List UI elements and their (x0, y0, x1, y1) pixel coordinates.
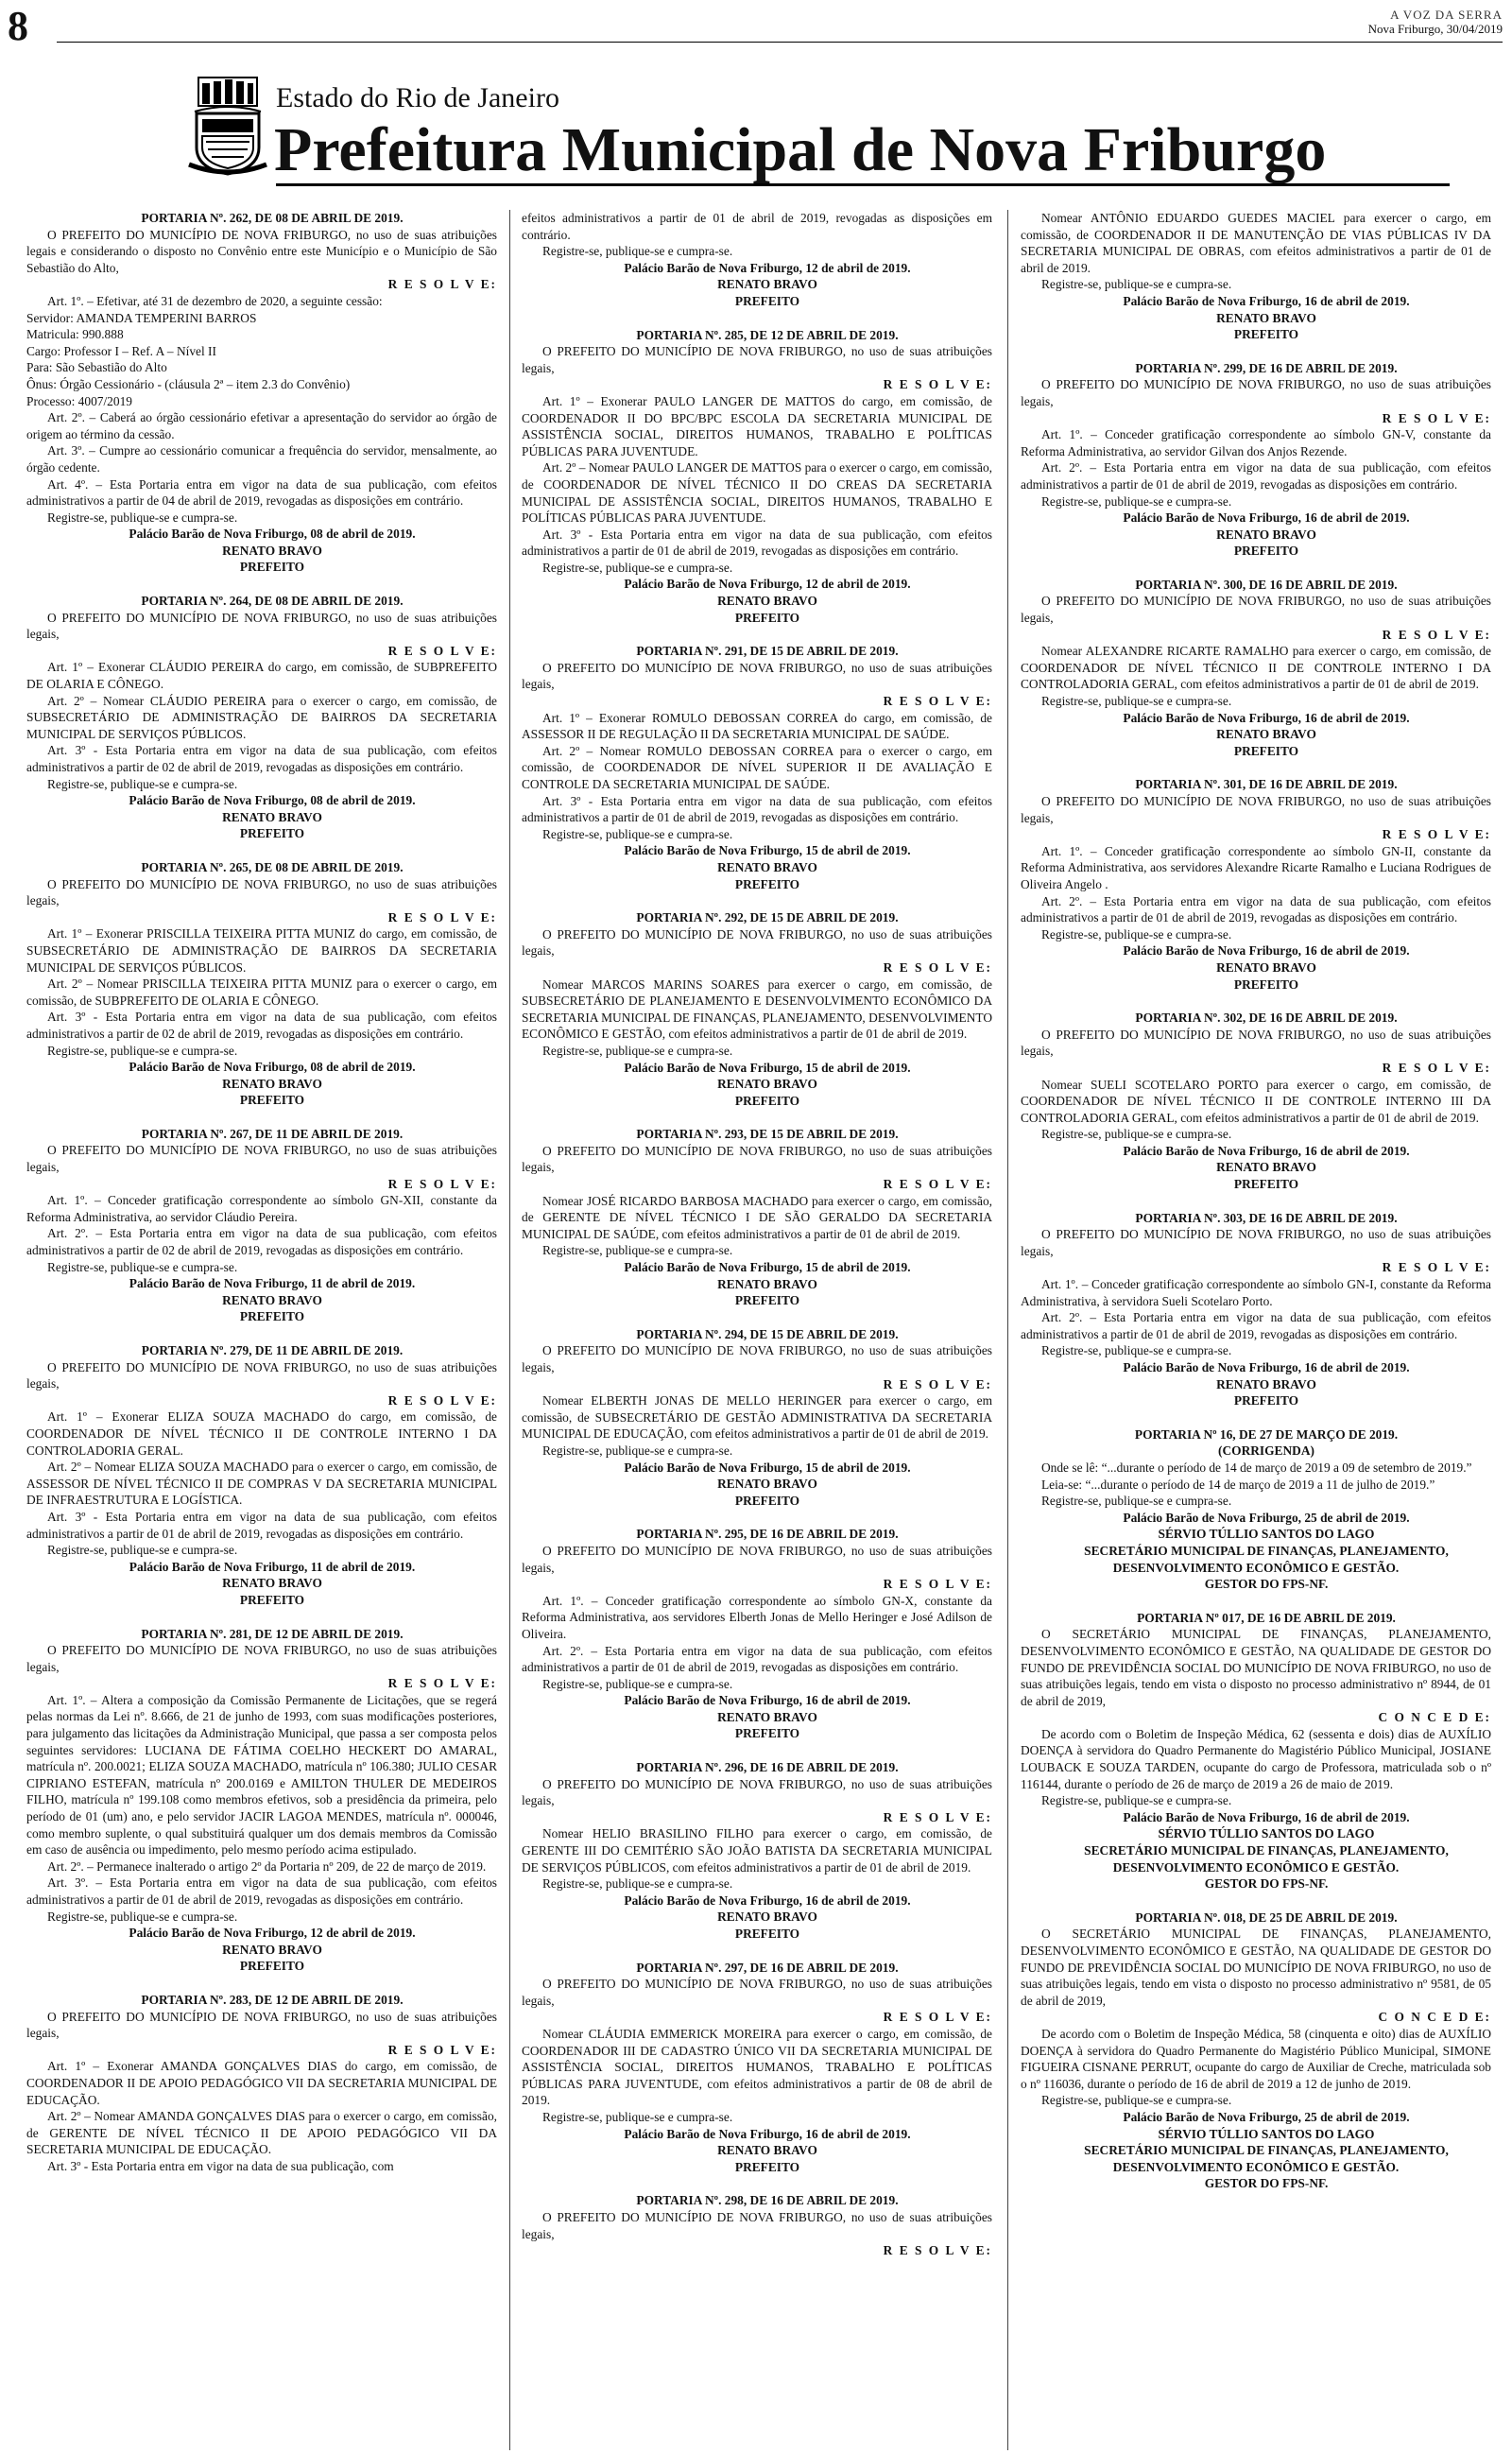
header-rule (276, 183, 1450, 186)
paragraph: Art. 1º. – Conceder gratificação correspondente ao símbolo GN-I, constante da Reforma Administrativa, à servidora Sueli Scotelaro Porto. (1021, 1277, 1491, 1308)
signature-line: RENATO BRAVO (717, 1910, 817, 1925)
resolve-heading: R E S O L V E: (1382, 1260, 1491, 1275)
paragraph: Art. 3º - Esta Portaria entra em vigor na data de sua publicação, com efeitos administrativos a partir de 02 de abril de 2019, revogadas as disposições em contrário. (26, 743, 497, 774)
portaria-document (26, 210, 497, 576)
signature-line: RENATO BRAVO (222, 809, 322, 824)
paragraph: Art. 2º – Nomear ELIZA SOUZA MACHADO para o exercer o cargo, em comissão, de ASSESSOR DE NÍVEL TÉCNICO II DE COMPRAS V DA SECRETARIA MUNICIPAL DE INFRAESTRUTURA E LOGÍSTICA. (26, 1460, 497, 1508)
paragraph: Servidor: AMANDA TEMPERINI BARROS (26, 310, 257, 325)
paragraph: O PREFEITO DO MUNICÍPIO DE NOVA FRIBURGO, no uso de suas atribuições legais, (522, 1343, 992, 1374)
paragraph: Art. 1º. – Conceder gratificação correspondente ao símbolo GN-II, constante da Reforma Administrativa, aos servidores Alexandre Ricarte Ramalho e Luciana Rodrigues de Oliveira Angelo . (1021, 843, 1491, 891)
paragraph: Art. 2º – Nomear PRISCILLA TEIXEIRA PITTA MUNIZ para o exercer o cargo, em comissão, de SUBPREFEITO DE OLARIA E CÔNEGO. (26, 976, 497, 1008)
signature-line: RENATO BRAVO (222, 543, 322, 558)
signature-line: Palácio Barão de Nova Friburgo, 16 de abril de 2019. (624, 2126, 911, 2141)
resolve-heading: R E S O L V E: (1382, 627, 1491, 642)
paragraph: Art. 2º – Nomear AMANDA GONÇALVES DIAS para o exercer o cargo, em comissão, de GERENTE DE NÍVEL TÉCNICO II DE APOIO PEDAGÓGICO VII DA SECRETARIA MUNICIPAL DE EDUCAÇÃO. (26, 2109, 497, 2157)
signature-line: RENATO BRAVO (1216, 1376, 1316, 1391)
signature-line: PREFEITO (734, 1927, 800, 1941)
signature-line: GESTOR DO FPS-NF. (1204, 2176, 1329, 2191)
portaria-title: PORTARIA Nº. 018, DE 25 DE ABRIL DE 2019. (1135, 1910, 1398, 1925)
portaria-document (522, 1126, 992, 1309)
signature-line: SECRETÁRIO MUNICIPAL DE FINANÇAS, PLANEJAMENTO, DESENVOLVIMENTO ECONÔMICO E GESTÃO. (1084, 1843, 1449, 1875)
signature-line: RENATO BRAVO (1216, 959, 1316, 975)
portaria-document (522, 327, 992, 627)
resolve-heading: R E S O L V E: (387, 277, 497, 292)
portaria-document (522, 643, 992, 892)
signature-line: RENATO BRAVO (717, 277, 817, 292)
paragraph: O PREFEITO DO MUNICÍPIO DE NOVA FRIBURGO, no uso de suas atribuições legais, (26, 1143, 497, 1175)
signature-line: RENATO BRAVO (222, 1942, 322, 1957)
signature-line: RENATO BRAVO (717, 1709, 817, 1724)
column-2 (522, 210, 992, 2450)
paragraph: O PREFEITO DO MUNICÍPIO DE NOVA FRIBURGO, no uso de suas atribuições legais, (522, 660, 992, 692)
paragraph: Art. 3º. – Cumpre ao cessionário comunicar a frequência do servidor, mensalmente, ao órgão cedente. (26, 443, 497, 475)
portaria-title: PORTARIA Nº. 293, DE 15 DE ABRIL DE 2019. (636, 1127, 899, 1142)
paragraph: Art. 3º - Esta Portaria entra em vigor na data de sua publicação, com efeitos administrativos a partir de 02 de abril de 2019, revogadas as disposições em contrário. (26, 1010, 497, 1041)
portaria-document (522, 909, 992, 1109)
resolve-heading: R E S O L V E: (387, 643, 497, 658)
portaria-document (1021, 1426, 1491, 1593)
paragraph: Art. 2º. – Esta Portaria entra em vigor na data de sua publicação, com efeitos administrativos a partir de 01 de abril de 2019, revogadas as disposições em contrário. (1021, 893, 1491, 925)
signature-line: Palácio Barão de Nova Friburgo, 11 de abril de 2019. (129, 1276, 416, 1291)
portaria-title: PORTARIA Nº. 281, DE 12 DE ABRIL DE 2019. (141, 1626, 404, 1641)
paragraph: Art. 3º. – Esta Portaria entra em vigor na data de sua publicação, com efeitos administrativos a partir de 01 de abril de 2019, revogadas as disposições em contrário. (26, 1875, 497, 1907)
signature-line: RENATO BRAVO (717, 1077, 817, 1092)
column-divider (509, 210, 510, 2450)
portaria-title: PORTARIA Nº. 279, DE 11 DE ABRIL DE 2019. (141, 1343, 404, 1357)
paragraph: Registre-se, publique-se e cumpra-se. (1041, 1793, 1232, 1808)
signature-line: Palácio Barão de Nova Friburgo, 12 de abril de 2019. (129, 1926, 416, 1941)
top-rule (57, 42, 1503, 43)
signature-line: PREFEITO (734, 610, 800, 625)
paragraph: Art. 3º - Esta Portaria entra em vigor na data de sua publicação, com efeitos administrativos a partir de 01 de abril de 2019, revogadas as disposições em contrário. (522, 527, 992, 559)
resolve-heading: R E S O L V E: (387, 2042, 497, 2057)
paragraph: Registre-se, publique-se e cumpra-se. (542, 1676, 733, 1691)
signature-line: Palácio Barão de Nova Friburgo, 11 de abril de 2019. (129, 1559, 416, 1574)
paragraph: Registre-se, publique-se e cumpra-se. (542, 2109, 733, 2124)
paragraph: Nomear CLÁUDIA EMMERICK MOREIRA para exercer o cargo, em comissão, de COORDENADOR III DE CADASTRO ÚNICO VII DA SECRETARIA MUNICIPAL DE ASSISTÊNCIA SOCIAL, DIREITOS HUMANOS, TRABALHO E POLÍTICAS PÚBLICAS PARA JUVENTUDE, com efeitos administrativos a partir de 08 de abril de 2019. (522, 2026, 992, 2108)
signature-line: PREFEITO (1233, 544, 1299, 559)
resolve-heading: R E S O L V E: (387, 1676, 497, 1691)
columns-area (26, 210, 1501, 2450)
signature-line: PREFEITO (734, 2159, 800, 2174)
resolve-heading: R E S O L V E: (883, 2243, 992, 2258)
resolve-heading: R E S O L V E: (387, 1392, 497, 1408)
paragraph: Art. 2º. – Esta Portaria entra em vigor na data de sua publicação, com efeitos administrativos a partir de 01 de abril de 2019, revogadas as disposições em contrário. (522, 1643, 992, 1675)
signature-line: SÉRVIO TÚLLIO SANTOS DO LAGO (1158, 1826, 1375, 1841)
signature-line: RENATO BRAVO (222, 1576, 322, 1591)
portaria-title: PORTARIA Nº. 300, DE 16 DE ABRIL DE 2019. (1135, 577, 1398, 592)
portaria-title: PORTARIA Nº. 291, DE 15 DE ABRIL DE 2019. (636, 644, 899, 659)
resolve-heading: R E S O L V E: (883, 1577, 992, 1592)
portaria-document (26, 1992, 497, 2175)
paragraph: efeitos administrativos a partir de 01 de abril de 2019, revogadas as disposições em contrário. (522, 211, 992, 242)
signature-line: Palácio Barão de Nova Friburgo, 16 de abril de 2019. (1123, 943, 1410, 959)
signature-line: Palácio Barão de Nova Friburgo, 25 de abril de 2019. (1123, 2109, 1410, 2124)
paragraph: Registre-se, publique-se e cumpra-se. (542, 826, 733, 841)
signature-line: Palácio Barão de Nova Friburgo, 16 de abril de 2019. (1123, 1360, 1410, 1374)
paragraph: Art. 3º - Esta Portaria entra em vigor na data de sua publicação, com (47, 2158, 394, 2173)
resolve-heading: C O N C E D E: (1378, 1710, 1491, 1725)
portaria-title: PORTARIA Nº. 303, DE 16 DE ABRIL DE 2019. (1135, 1210, 1398, 1225)
signature-line: Palácio Barão de Nova Friburgo, 08 de abril de 2019. (129, 1060, 416, 1075)
portaria-title: PORTARIA Nº. 295, DE 16 DE ABRIL DE 2019. (636, 1527, 899, 1542)
portaria-title: PORTARIA Nº. 297, DE 16 DE ABRIL DE 2019. (636, 1960, 899, 1975)
portaria-document (26, 593, 497, 842)
column-3 (1021, 210, 1491, 2450)
paragraph: Art. 2º – Nomear ROMULO DEBOSSAN CORREA para o exercer o cargo, em comissão, de COORDENADOR DE NÍVEL SUPERIOR II DE AVALIAÇÃO E CONTROLE DA SECRETARIA MUNICIPAL DE SAÚDE. (522, 743, 992, 791)
signature-line: Palácio Barão de Nova Friburgo, 16 de abril de 2019. (1123, 710, 1410, 725)
paragraph: Art. 1º. – Conceder gratificação correspondente ao símbolo GN-XII, constante da Reforma Administrativa, ao servidor Cláudio Pereira. (26, 1193, 497, 1224)
portaria-document (26, 1126, 497, 1325)
paragraph: Art. 1º. – Conceder gratificação correspondente ao símbolo GN-X, constante da Reforma Administrativa, aos servidores Elberth Jonas de Mello Heringer e José Adilson de Oliveira. (522, 1593, 992, 1641)
column-divider (1007, 210, 1008, 2450)
paragraph: Art. 1º – Exonerar PRISCILLA TEIXEIRA PITTA MUNIZ do cargo, em comissão, de SUBSECRETÁRIO DE ADMINISTRAÇÃO DE BAIRROS DA SECRETARIA MUNICIPAL DE SERVIÇOS PÚBLICOS. (26, 926, 497, 975)
paragraph: Art. 1º. – Efetivar, até 31 de dezembro de 2020, a seguinte cessão: (47, 293, 383, 308)
paragraph: Leia-se: “...durante o período de 14 de março de 2019 a 11 de julho de 2019.” (1041, 1477, 1435, 1492)
paragraph: Registre-se, publique-se e cumpra-se. (1041, 2093, 1232, 2108)
paragraph: Registre-se, publique-se e cumpra-se. (47, 1543, 238, 1558)
paragraph: Art. 4º. – Esta Portaria entra em vigor na data de sua publicação, com efeitos administrativos a partir de 04 de abril de 2019, revogadas as disposições em contrário. (26, 476, 497, 509)
paragraph: Registre-se, publique-se e cumpra-se. (1041, 1343, 1232, 1358)
prefeitura-header (178, 68, 1501, 200)
signature-line: PREFEITO (734, 1493, 800, 1508)
portaria-title: PORTARIA Nº. 301, DE 16 DE ABRIL DE 2019. (1135, 777, 1398, 792)
portaria-title: PORTARIA Nº. 285, DE 12 DE ABRIL DE 2019. (636, 327, 899, 342)
portaria-title: PORTARIA Nº. 264, DE 08 DE ABRIL DE 2019. (141, 594, 404, 609)
signature-line: RENATO BRAVO (1216, 527, 1316, 542)
paragraph: Art. 1º – Exonerar ROMULO DEBOSSAN CORREA do cargo, em comissão, de ASSESSOR II DE REGULAÇÃO II DA SECRETARIA MUNICIPAL DE SAÚDE. (522, 710, 992, 742)
signature-line: Palácio Barão de Nova Friburgo, 15 de abril de 2019. (624, 843, 911, 858)
paragraph: Art. 2º. – Esta Portaria entra em vigor na data de sua publicação, com efeitos administrativos a partir de 01 de abril de 2019, revogadas as disposições em contrário. (1021, 460, 1491, 492)
dateline: Nova Friburgo, 30/04/2019 (1367, 22, 1503, 36)
signature-line: SÉRVIO TÚLLIO SANTOS DO LAGO (1158, 2126, 1375, 2141)
paragraph: Nomear HELIO BRASILINO FILHO para exercer o cargo, em comissão, de GERENTE III DO CEMITÉRIO SÃO JOÃO BATISTA DA SECRETARIA MUNICIPAL DE SERVIÇOS PÚBLICOS, com efeitos administrativos a partir de 01 de abril de 2019. (522, 1826, 992, 1875)
paragraph: Art. 1º – Exonerar AMANDA GONÇALVES DIAS do cargo, em comissão, de COORDENADOR II DE APOIO PEDAGÓGICO VII DA SECRETARIA MUNICIPAL DE EDUCAÇÃO. (26, 2059, 497, 2107)
signature-line: Palácio Barão de Nova Friburgo, 15 de abril de 2019. (624, 1060, 911, 1075)
prefeitura-title: Prefeitura Municipal de Nova Friburgo (274, 115, 1327, 184)
portaria-document (1021, 1910, 1491, 2192)
portaria-document (1021, 1010, 1491, 1193)
portaria-document (522, 1960, 992, 2176)
paragraph: O PREFEITO DO MUNICÍPIO DE NOVA FRIBURGO, no uso de suas atribuições legais, (26, 876, 497, 908)
signature-line: PREFEITO (734, 1726, 800, 1741)
resolve-heading: R E S O L V E: (883, 377, 992, 392)
paragraph: Nomear ANTÔNIO EDUARDO GUEDES MACIEL para exercer o cargo, em comissão, de COORDENADOR II DE MANUTENÇÃO DE VIAS PÚBLICAS IV DA SECRETARIA MUNICIPAL DE OBRAS, com efeitos administrativos a partir de 01 de abril de 2019. (1021, 211, 1491, 275)
signature-line: RENATO BRAVO (1216, 1160, 1316, 1175)
resolve-heading: R E S O L V E: (1382, 1060, 1491, 1075)
signature-line: Palácio Barão de Nova Friburgo, 08 de abril de 2019. (129, 527, 416, 542)
paragraph: Registre-se, publique-se e cumpra-se. (542, 1876, 733, 1892)
paragraph: Art. 2º. – Permanece inalterado o artigo 2º da Portaria nº 209, de 22 de março de 2019. (47, 1858, 487, 1874)
portaria-document (1021, 577, 1491, 760)
page-top-bar (0, 0, 1512, 57)
paragraph: O PREFEITO DO MUNICÍPIO DE NOVA FRIBURGO, no uso de suas atribuições legais, (26, 1359, 497, 1391)
portaria-title: PORTARIA Nº. 265, DE 08 DE ABRIL DE 2019. (141, 859, 404, 874)
signature-line: Palácio Barão de Nova Friburgo, 15 de abril de 2019. (624, 1460, 911, 1475)
paragraph: Processo: 4007/2019 (26, 393, 132, 408)
portaria-document (26, 859, 497, 1109)
signature-line: RENATO BRAVO (1216, 727, 1316, 742)
signature-line: Palácio Barão de Nova Friburgo, 16 de abril de 2019. (624, 1693, 911, 1708)
portaria-document (26, 1626, 497, 1975)
signature-line: Palácio Barão de Nova Friburgo, 25 de abril de 2019. (1123, 1510, 1410, 1525)
paragraph: O SECRETÁRIO MUNICIPAL DE FINANÇAS, PLANEJAMENTO, DESENVOLVIMENTO ECONÔMICO E GESTÃO, NA QUALIDADE DE GESTOR DO FUNDO DE PREVIDÊNCIA SOCIAL DO MUNICÍPIO DE NOVA FRIBURGO, no uso de suas atribuições legais, tendo em vista o disposto no processo administrativo nº 9581, de 05 de abril de 2019, (1021, 1927, 1491, 2008)
signature-line: RENATO BRAVO (222, 1292, 322, 1307)
resolve-heading: R E S O L V E: (883, 1809, 992, 1824)
paragraph: De acordo com o Boletim de Inspeção Médica, 62 (sessenta e dois) dias de AUXÍLIO DOENÇA à servidora do Quadro Permanente do Magistério Público Municipal, JOSIANE LOUBACK E SOUZA TARDEN, ocupante do cargo de Professora, matriculada sob o nº 116144, durante o período de 26 de março de 2019 a 26 de maio de 2019. (1021, 1726, 1491, 1791)
paragraph: O PREFEITO DO MUNICÍPIO DE NOVA FRIBURGO, no uso de suas atribuições legais, (522, 2209, 992, 2241)
signature-line: RENATO BRAVO (222, 1076, 322, 1091)
paragraph: Art. 1º. – Altera a composição da Comissão Permanente de Licitações, que se regerá pelas normas da Lei nº. 8.666, de 21 de junho de 1993, com suas modificações posteriores, para julgamento das licitações da Administração Municipal, que passa a ser composta pelos seguintes servidores: LUCIANA DE FÁTIMA COELHO HECKERT DO AMARAL, matrícula nº. 200.0021; ELIZA SOUZA MACHADO, matrícula nº 106.380; JULIO CESAR CIPRIANO ESTEFAN, matrícula nº 200.0169 e AMILTON THULER DE MEDEIROS FILHO, matrícula nº 199.108 como membros efetivos, sob a presidência da primeira, pelo período de 01 (um) ano, e pelo servidor JACIR LAGOA MENDES, matrícula nº. 000046, como membro suplente, o qual substituirá qualquer um dos demais membros da Comissão em caso de ausência ou impedimento, pelo mesmo período acima estipulado. (26, 1692, 497, 1858)
resolve-heading: R E S O L V E: (1382, 827, 1491, 842)
paragraph: Art. 1º – Exonerar PAULO LANGER DE MATTOS do cargo, em comissão, de COORDENADOR II DO BPC/BPC ESCOLA DA SECRETARIA MUNICIPAL DE ASSISTÊNCIA SOCIAL, DIREITOS HUMANOS, TRABALHO E POLÍTICAS PÚBLICAS PARA JUVENTUDE. (522, 393, 992, 458)
resolve-heading: R E S O L V E: (1382, 410, 1491, 425)
signature-line: Palácio Barão de Nova Friburgo, 16 de abril de 2019. (1123, 1143, 1410, 1158)
paragraph: Art. 1º – Exonerar CLÁUDIO PEREIRA do cargo, em comissão, de SUBPREFEITO DE OLARIA E CÔNEGO. (26, 660, 497, 692)
page-number: 8 (8, 3, 28, 49)
paragraph: Registre-se, publique-se e cumpra-se. (1041, 1494, 1232, 1509)
paragraph: Art. 2º – Nomear PAULO LANGER DE MATTOS para o exercer o cargo, em comissão, de COORDENADOR DE NÍVEL TÉCNICO II DO CREAS DA SECRETARIA MUNICIPAL DE ASSISTÊNCIA SOCIAL, DIREITOS HUMANOS, TRABALHO E POLÍTICAS PÚBLICAS PARA JUVENTUDE. (522, 460, 992, 526)
signature-line: SÉRVIO TÚLLIO SANTOS DO LAGO (1158, 1527, 1375, 1542)
signature-line: PREFEITO (239, 1592, 305, 1607)
signature-line: SECRETÁRIO MUNICIPAL DE FINANÇAS, PLANEJAMENTO, DESENVOLVIMENTO ECONÔMICO E GESTÃO. (1084, 2143, 1449, 2174)
signature-line: Palácio Barão de Nova Friburgo, 12 de abril de 2019. (624, 260, 911, 275)
paragraph: De acordo com o Boletim de Inspeção Médica, 58 (cinquenta e oito) dias de AUXÍLIO DOENÇA à servidora do Quadro Permanente do Magistério Público Municipal, SIMONE FIGUEIRA CISNANE PERRUT, ocupante do cargo de Auxiliar de Creche, matriculada sob o nº 116036, durante o período de 16 de abril de 2019 a 12 de junho de 2019. (1021, 2026, 1491, 2091)
portaria-title: PORTARIA Nº. 296, DE 16 DE ABRIL DE 2019. (636, 1760, 899, 1775)
signature-line: RENATO BRAVO (717, 1276, 817, 1291)
paragraph: Art. 2º. – Caberá ao órgão cessionário efetivar a apresentação do servidor ao órgão de origem ao término da cessão. (26, 410, 497, 441)
signature-line: PREFEITO (239, 1093, 305, 1108)
portaria-document (26, 1342, 497, 1609)
signature-line: PREFEITO (734, 1093, 800, 1108)
paragraph: Registre-se, publique-se e cumpra-se. (47, 510, 238, 525)
paragraph: Art. 3º - Esta Portaria entra em vigor na data de sua publicação, com efeitos administrativos a partir de 01 de abril de 2019, revogadas as disposições em contrário. (26, 1509, 497, 1541)
paragraph: Registre-se, publique-se e cumpra-se. (542, 560, 733, 575)
portaria-document (1021, 360, 1491, 560)
paragraph: Registre-se, publique-se e cumpra-se. (1041, 926, 1232, 942)
paragraph: O PREFEITO DO MUNICÍPIO DE NOVA FRIBURGO, no uso de suas atribuições legais, (26, 1643, 497, 1674)
portaria-document (522, 2192, 992, 2258)
paragraph: O PREFEITO DO MUNICÍPIO DE NOVA FRIBURGO, no uso de suas atribuições legais, (26, 610, 497, 642)
paragraph: Registre-se, publique-se e cumpra-se. (1041, 1127, 1232, 1142)
paragraph: Registre-se, publique-se e cumpra-se. (47, 1043, 238, 1058)
signature-line: RENATO BRAVO (717, 859, 817, 874)
paragraph: Registre-se, publique-se e cumpra-se. (47, 1909, 238, 1924)
portaria-title: PORTARIA Nº. 302, DE 16 DE ABRIL DE 2019. (1135, 1011, 1398, 1026)
paragraph: O PREFEITO DO MUNICÍPIO DE NOVA FRIBURGO, no uso de suas atribuições legais, (26, 2009, 497, 2041)
signature-line: Palácio Barão de Nova Friburgo, 16 de abril de 2019. (1123, 1809, 1410, 1824)
paragraph: O PREFEITO DO MUNICÍPIO DE NOVA FRIBURGO, no uso de suas atribuições legais, (522, 926, 992, 959)
signature-line: Palácio Barão de Nova Friburgo, 16 de abril de 2019. (1123, 510, 1410, 526)
paragraph: O PREFEITO DO MUNICÍPIO DE NOVA FRIBURGO, no uso de suas atribuições legais, (1021, 794, 1491, 825)
resolve-heading: R E S O L V E: (883, 1376, 992, 1391)
state-name: Estado do Rio de Janeiro (276, 82, 559, 113)
signature-line: PREFEITO (1233, 1177, 1299, 1192)
paragraph: O PREFEITO DO MUNICÍPIO DE NOVA FRIBURGO, no uso de suas atribuições legais, (1021, 1027, 1491, 1059)
paragraph: O PREFEITO DO MUNICÍPIO DE NOVA FRIBURGO, no uso de suas atribuições legais, (1021, 594, 1491, 626)
signature-line: PREFEITO (1233, 743, 1299, 758)
masthead (1368, 8, 1503, 36)
paragraph: Cargo: Professor I – Ref. A – Nível II (26, 343, 216, 358)
signature-line: PREFEITO (734, 876, 800, 891)
signature-line: RENATO BRAVO (717, 2143, 817, 2158)
paragraph: Nomear MARCOS MARINS SOARES para exercer o cargo, em comissão, de SUBSECRETÁRIO DE PLANEJAMENTO E DESENVOLVIMENTO ECONÔMICO DA SECRETARIA MUNICIPAL DE FINANÇAS, PLANEJAMENTO, DESENVOLVIMENTO ECONÔMICO E GESTÃO, com efeitos administrativos a partir de 01 de abril de 2019. (522, 976, 992, 1042)
paragraph: O SECRETÁRIO MUNICIPAL DE FINANÇAS, PLANEJAMENTO, DESENVOLVIMENTO ECONÔMICO E GESTÃO, NA QUALIDADE DE GESTOR DO FUNDO DE PREVIDÊNCIA SOCIAL DO MUNICÍPIO DE NOVA FRIBURGO, no uso de suas atribuições legais, tendo em vista o disposto no processo administrativo nº 8944, de 01 de abril de 2019, (1021, 1627, 1491, 1708)
signature-line: PREFEITO (734, 1293, 800, 1308)
portaria-document (1021, 1610, 1491, 1892)
signature-line: Palácio Barão de Nova Friburgo, 15 de abril de 2019. (624, 1260, 911, 1275)
signature-line: PREFEITO (1233, 976, 1299, 992)
signature-line: Palácio Barão de Nova Friburgo, 08 de abril de 2019. (129, 793, 416, 808)
portaria-title: PORTARIA Nº 017, DE 16 DE ABRIL DE 2019. (1137, 1610, 1396, 1625)
paragraph: Art. 1º – Exonerar ELIZA SOUZA MACHADO do cargo, em comissão, de COORDENADOR DE NÍVEL TÉCNICO II DE CONTROLE INTERNO I DA CONTROLADORIA GERAL. (26, 1409, 497, 1458)
resolve-heading: R E S O L V E: (387, 909, 497, 925)
signature-line: PREFEITO (734, 293, 800, 308)
paragraph: Nomear ELBERTH JONAS DE MELLO HERINGER para exercer o cargo, em comissão, de SUBSECRETÁRIO DE GESTÃO ADMINISTRATIVA DA SECRETARIA MUNICIPAL DE EDUCAÇÃO, com efeitos administrativos a partir de 01 de abril de 2019. (522, 1393, 992, 1442)
resolve-heading: R E S O L V E: (883, 1177, 992, 1192)
paragraph: Art. 2º. – Esta Portaria entra em vigor na data de sua publicação, com efeitos administrativos a partir de 01 de abril de 2019, revogadas as disposições em contrário. (1021, 1310, 1491, 1341)
portaria-document (522, 210, 992, 310)
column-1 (26, 210, 497, 2450)
signature-line: PREFEITO (1233, 1393, 1299, 1408)
resolve-heading: C O N C E D E: (1378, 2010, 1491, 2025)
portaria-title: PORTARIA Nº. 292, DE 15 DE ABRIL DE 2019. (636, 910, 899, 925)
signature-line: RENATO BRAVO (1216, 310, 1316, 325)
portaria-document (1021, 210, 1491, 343)
portaria-title: PORTARIA Nº. 283, DE 12 DE ABRIL DE 2019. (141, 1992, 404, 2007)
paragraph: Onde se lê: “...durante o período de 14 de março de 2019 a 09 de setembro de 2019.” (1041, 1460, 1472, 1475)
portaria-document (522, 1326, 992, 1510)
paragraph: Registre-se, publique-se e cumpra-se. (1041, 277, 1232, 292)
signature-line: PREFEITO (239, 826, 305, 841)
paragraph: O PREFEITO DO MUNICÍPIO DE NOVA FRIBURGO, no uso de suas atribuições legais, (522, 1543, 992, 1575)
signature-line: PREFEITO (239, 1959, 305, 1974)
newspaper-name: A VOZ DA SERRA (1390, 8, 1503, 22)
portaria-document (1021, 1210, 1491, 1409)
portaria-title: PORTARIA Nº. 262, DE 08 DE ABRIL DE 2019. (141, 211, 404, 225)
paragraph: Art. 1º. – Conceder gratificação correspondente ao símbolo GN-V, constante da Reforma Administrativa, ao servidor Gilvan dos Anjos Rezende. (1021, 427, 1491, 458)
city-coat-of-arms-icon (185, 74, 270, 178)
resolve-heading: R E S O L V E: (387, 1176, 497, 1191)
resolve-heading: R E S O L V E: (883, 694, 992, 709)
paragraph: Registre-se, publique-se e cumpra-se. (542, 244, 733, 259)
signature-line: PREFEITO (1233, 327, 1299, 342)
paragraph: O PREFEITO DO MUNICÍPIO DE NOVA FRIBURGO, no uso de suas atribuições legais, (522, 344, 992, 375)
portaria-document (1021, 776, 1491, 993)
resolve-heading: R E S O L V E: (883, 959, 992, 975)
signature-line: GESTOR DO FPS-NF. (1204, 1876, 1329, 1892)
portaria-title: PORTARIA Nº. 294, DE 15 DE ABRIL DE 2019. (636, 1326, 899, 1341)
paragraph: Registre-se, publique-se e cumpra-se. (542, 1443, 733, 1458)
paragraph: Ônus: Órgão Cessionário - (cláusula 2ª – item 2.3 do Convênio) (26, 376, 351, 391)
paragraph: Registre-se, publique-se e cumpra-se. (47, 1259, 238, 1274)
portaria-title: PORTARIA Nº. 299, DE 16 DE ABRIL DE 2019. (1135, 360, 1398, 375)
portaria-title: PORTARIA Nº. 267, DE 11 DE ABRIL DE 2019. (141, 1126, 404, 1141)
signature-line: (CORRIGENDA) (1218, 1443, 1314, 1459)
signature-line: Palácio Barão de Nova Friburgo, 16 de abril de 2019. (624, 1892, 911, 1908)
paragraph: Nomear SUELI SCOTELARO PORTO para exercer o cargo, em comissão, de COORDENADOR DE NÍVEL TÉCNICO II DE CONTROLE INTERNO III DA CONTROLADORIA GERAL, com efeitos administrativos a partir de 01 de abril de 2019. (1021, 1077, 1491, 1125)
resolve-heading: R E S O L V E: (883, 2010, 992, 2025)
paragraph: Registre-se, publique-se e cumpra-se. (47, 776, 238, 791)
paragraph: Para: São Sebastião do Alto (26, 360, 167, 375)
paragraph: Art. 2º. – Esta Portaria entra em vigor na data de sua publicação, com efeitos administrativos a partir de 02 de abril de 2019, revogadas as disposições em contrário. (26, 1226, 497, 1258)
signature-line: Palácio Barão de Nova Friburgo, 16 de abril de 2019. (1123, 293, 1410, 308)
paragraph: Art. 2º – Nomear CLÁUDIO PEREIRA para o exercer o cargo, em comissão, de SUBSECRETÁRIO DE ADMINISTRAÇÃO DE BAIRROS DA SECRETARIA MUNICIPAL DE SERVIÇOS PÚBLICOS. (26, 693, 497, 741)
paragraph: Nomear JOSÉ RICARDO BARBOSA MACHADO para exercer o cargo, em comissão, de GERENTE DE NÍVEL TÉCNICO I DE SÃO GERALDO DA SECRETARIA MUNICIPAL DE SAÚDE, com efeitos administrativos a partir de 01 de abril de 2019. (522, 1193, 992, 1241)
paragraph: Registre-se, publique-se e cumpra-se. (542, 1243, 733, 1258)
portaria-document (522, 1759, 992, 1943)
signature-line: PREFEITO (239, 1309, 305, 1324)
paragraph: O PREFEITO DO MUNICÍPIO DE NOVA FRIBURGO, no uso de suas atribuições legais, (522, 1977, 992, 2008)
paragraph: O PREFEITO DO MUNICÍPIO DE NOVA FRIBURGO, no uso de suas atribuições legais, (522, 1143, 992, 1175)
portaria-title: PORTARIA Nº 16, DE 27 DE MARÇO DE 2019. (1134, 1426, 1399, 1442)
paragraph: O PREFEITO DO MUNICÍPIO DE NOVA FRIBURGO, no uso de suas atribuições legais, (522, 1776, 992, 1808)
paragraph: Registre-se, publique-se e cumpra-se. (542, 1043, 733, 1058)
paragraph: Matricula: 990.888 (26, 327, 124, 342)
paragraph: Registre-se, publique-se e cumpra-se. (1041, 493, 1232, 509)
signature-line: PREFEITO (239, 560, 305, 575)
paragraph: O PREFEITO DO MUNICÍPIO DE NOVA FRIBURGO, no uso de suas atribuições legais, (1021, 1227, 1491, 1258)
signature-line: GESTOR DO FPS-NF. (1204, 1577, 1329, 1592)
paragraph: Registre-se, publique-se e cumpra-se. (1041, 694, 1232, 709)
signature-line: SECRETÁRIO MUNICIPAL DE FINANÇAS, PLANEJAMENTO, DESENVOLVIMENTO ECONÔMICO E GESTÃO. (1084, 1543, 1449, 1575)
paragraph: O PREFEITO DO MUNICÍPIO DE NOVA FRIBURGO, no uso de suas atribuições legais, (1021, 377, 1491, 408)
paragraph: O PREFEITO DO MUNICÍPIO DE NOVA FRIBURGO, no uso de suas atribuições legais e considerando o disposto no Convênio entre este Município e o Município de São Sebastião do Alto, (26, 227, 497, 275)
portaria-document (522, 1526, 992, 1742)
paragraph: Art. 3º - Esta Portaria entra em vigor na data de sua publicação, com efeitos administrativos a partir de 01 de abril de 2019, revogadas as disposições em contrário. (522, 793, 992, 825)
signature-line: RENATO BRAVO (717, 1477, 817, 1492)
signature-line: Palácio Barão de Nova Friburgo, 12 de abril de 2019. (624, 577, 911, 592)
portaria-title: PORTARIA Nº. 298, DE 16 DE ABRIL DE 2019. (636, 2193, 899, 2208)
paragraph: Nomear ALEXANDRE RICARTE RAMALHO para exercer o cargo, em comissão, de COORDENADOR DE NÍVEL TÉCNICO II DE CONTROLE INTERNO I DA CONTROLADORIA GERAL, com efeitos administrativos a partir de 01 de abril de 2019. (1021, 644, 1491, 692)
signature-line: RENATO BRAVO (717, 594, 817, 609)
